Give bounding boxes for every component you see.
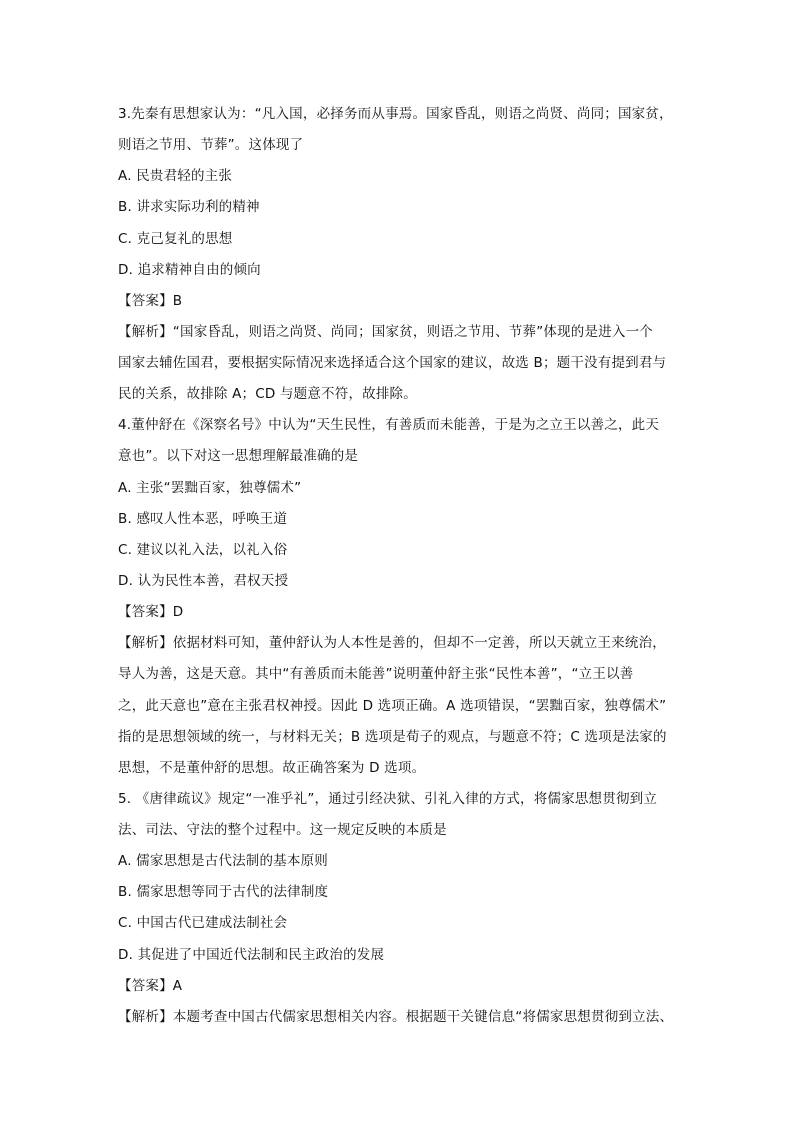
option-d: D. 认为民性本善，君权天授 (118, 573, 289, 589)
analysis-line: 【解析】本题考查中国古代儒家思想相关内容。根据题干关键信息“将儒家思想贯彻到立法、 (118, 1009, 674, 1025)
answer: 【答案】D (118, 604, 184, 620)
option-a: A. 主张“罢黜百家，独尊儒术” (118, 480, 302, 496)
analysis-line: 【解析】依据材料可知，董仲舒认为人本性是善的，但却不一定善，所以天就立王来统治， (118, 635, 666, 651)
answer: 【答案】B (118, 293, 183, 309)
option-a: A. 民贵君轻的主张 (118, 168, 233, 184)
option-b: B. 儒家思想等同于古代的法律制度 (118, 884, 329, 900)
option-d: D. 追求精神自由的倾向 (118, 262, 261, 278)
answer: 【答案】A (118, 978, 183, 994)
question-5-stem-cont: 法、司法、守法的整个过程中。这一规定反映的本质是 (118, 822, 447, 838)
analysis-line: 导人为善，这是天意。其中“有善质而未能善”说明董仲舒主张“民性本善”，“立王以善 (118, 666, 634, 682)
option-a: A. 儒家思想是古代法制的基本原则 (118, 853, 328, 869)
question-3-stem: 3.先秦有思想家认为：“凡入国，必择务而从事焉。国家昏乱，则语之尚贤、尚同；国家贫， (118, 106, 673, 122)
question-4-stem: 4.董仲舒在《深察名号》中认为“天生民性，有善质而未能善，于是为之立王以善之，此天 (118, 417, 660, 433)
question-3-stem-cont: 则语之节用、节葬”。这体现了 (118, 137, 304, 153)
question-4-stem-cont: 意也”。以下对这一思想理解最准确的是 (118, 448, 359, 464)
option-c: C. 克己复礼的思想 (118, 231, 233, 247)
option-b: B. 讲求实际功利的精神 (118, 199, 260, 215)
option-d: D. 其促进了中国近代法制和民主政治的发展 (118, 947, 385, 963)
analysis-line: 【解析】“国家昏乱，则语之尚贤、尚同；国家贫，则语之节用、节葬”体现的是进入一个 (118, 324, 653, 340)
option-b: B. 感叹人性本恶，呼唤王道 (118, 511, 288, 527)
option-c: C. 建议以礼入法，以礼入俗 (118, 542, 288, 558)
option-c: C. 中国古代已建成法制社会 (118, 915, 288, 931)
analysis-line: 指的是思想领域的统一，与材料无关；B 选项是荀子的观点，与题意不符；C 选项是法家的 (118, 729, 667, 745)
analysis-line: 民的关系，故排除 A；CD 与题意不符，故排除。 (118, 386, 417, 402)
analysis-line: 之，此天意也”意在主张君权神授。因此 D 选项正确。A 选项错误，“罢黜百家，独尊儒术” (118, 698, 667, 714)
analysis-line: 国家去辅佐国君，要根据实际情况来选择适合这个国家的建议，故选 B；题干没有提到君与 (118, 355, 667, 371)
question-5-stem: 5. 《唐律疏议》规定“一准乎礼”，通过引经决狱、引礼入律的方式，将儒家思想贯彻到立 (118, 791, 658, 807)
analysis-line: 思想，不是董仲舒的思想。故正确答案为 D 选项。 (118, 760, 426, 776)
